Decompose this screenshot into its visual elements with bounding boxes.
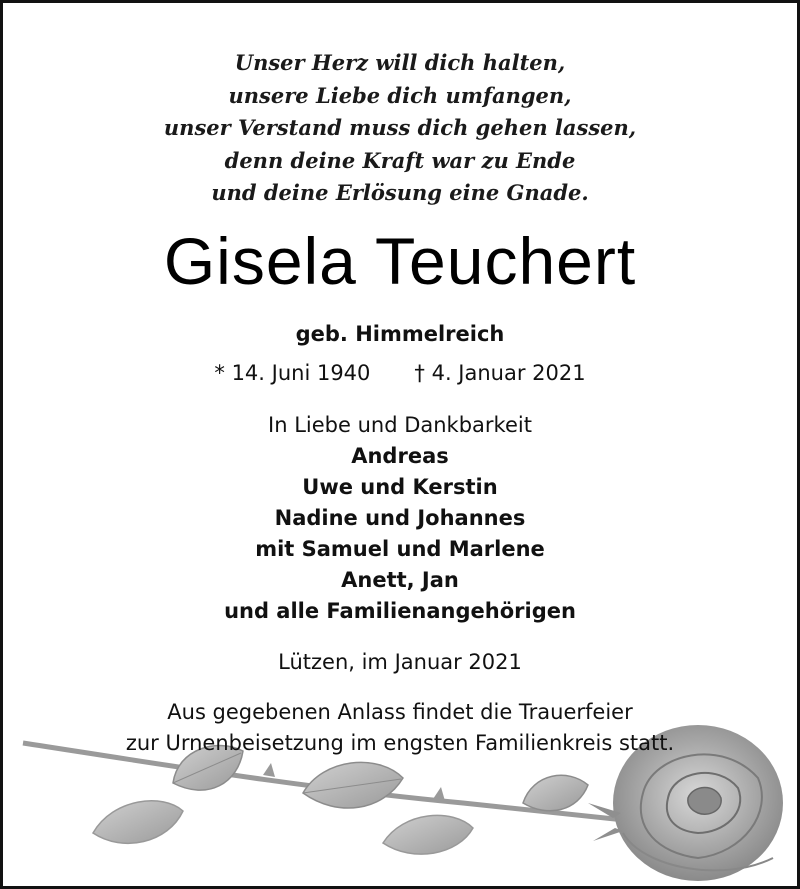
life-dates	[3, 361, 797, 385]
birth-date: * 14. Juni 1940	[214, 361, 371, 385]
mourner-name: Andreas	[351, 444, 449, 468]
notice-line: zur Urnenbeisetzung im engsten Familienkreis statt.	[125, 731, 675, 755]
mourner-name: und alle Familienangehörigen	[224, 599, 576, 623]
mourners-block	[3, 410, 797, 627]
poem-line: unser Verstand muss dich gehen lassen,	[163, 115, 637, 140]
poem-line: Unser Herz will dich halten,	[234, 50, 566, 75]
poem	[3, 47, 797, 210]
mourner-name: Nadine und Johannes	[274, 506, 526, 530]
mourner-name: Uwe und Kerstin	[302, 475, 498, 499]
poem-line: und deine Erlösung eine Gnade.	[211, 180, 589, 205]
mourners-intro: In Liebe und Dankbarkeit	[268, 413, 532, 437]
mourner-name: Anett, Jan	[341, 568, 459, 592]
poem-line: denn deine Kraft war zu Ende	[224, 147, 576, 173]
funeral-notice	[3, 697, 797, 759]
death-date: † 4. Januar 2021	[414, 361, 586, 385]
notice-line: Aus gegebenen Anlass findet die Trauerfeier	[167, 700, 633, 724]
place-and-date: Lützen, im Januar 2021	[278, 650, 522, 674]
poem-line: unsere Liebe dich umfangen,	[228, 82, 572, 108]
mourner-name: mit Samuel und Marlene	[255, 537, 545, 561]
birth-name: geb. Himmelreich	[295, 322, 505, 346]
deceased-name: Gisela Teuchert	[163, 224, 637, 298]
